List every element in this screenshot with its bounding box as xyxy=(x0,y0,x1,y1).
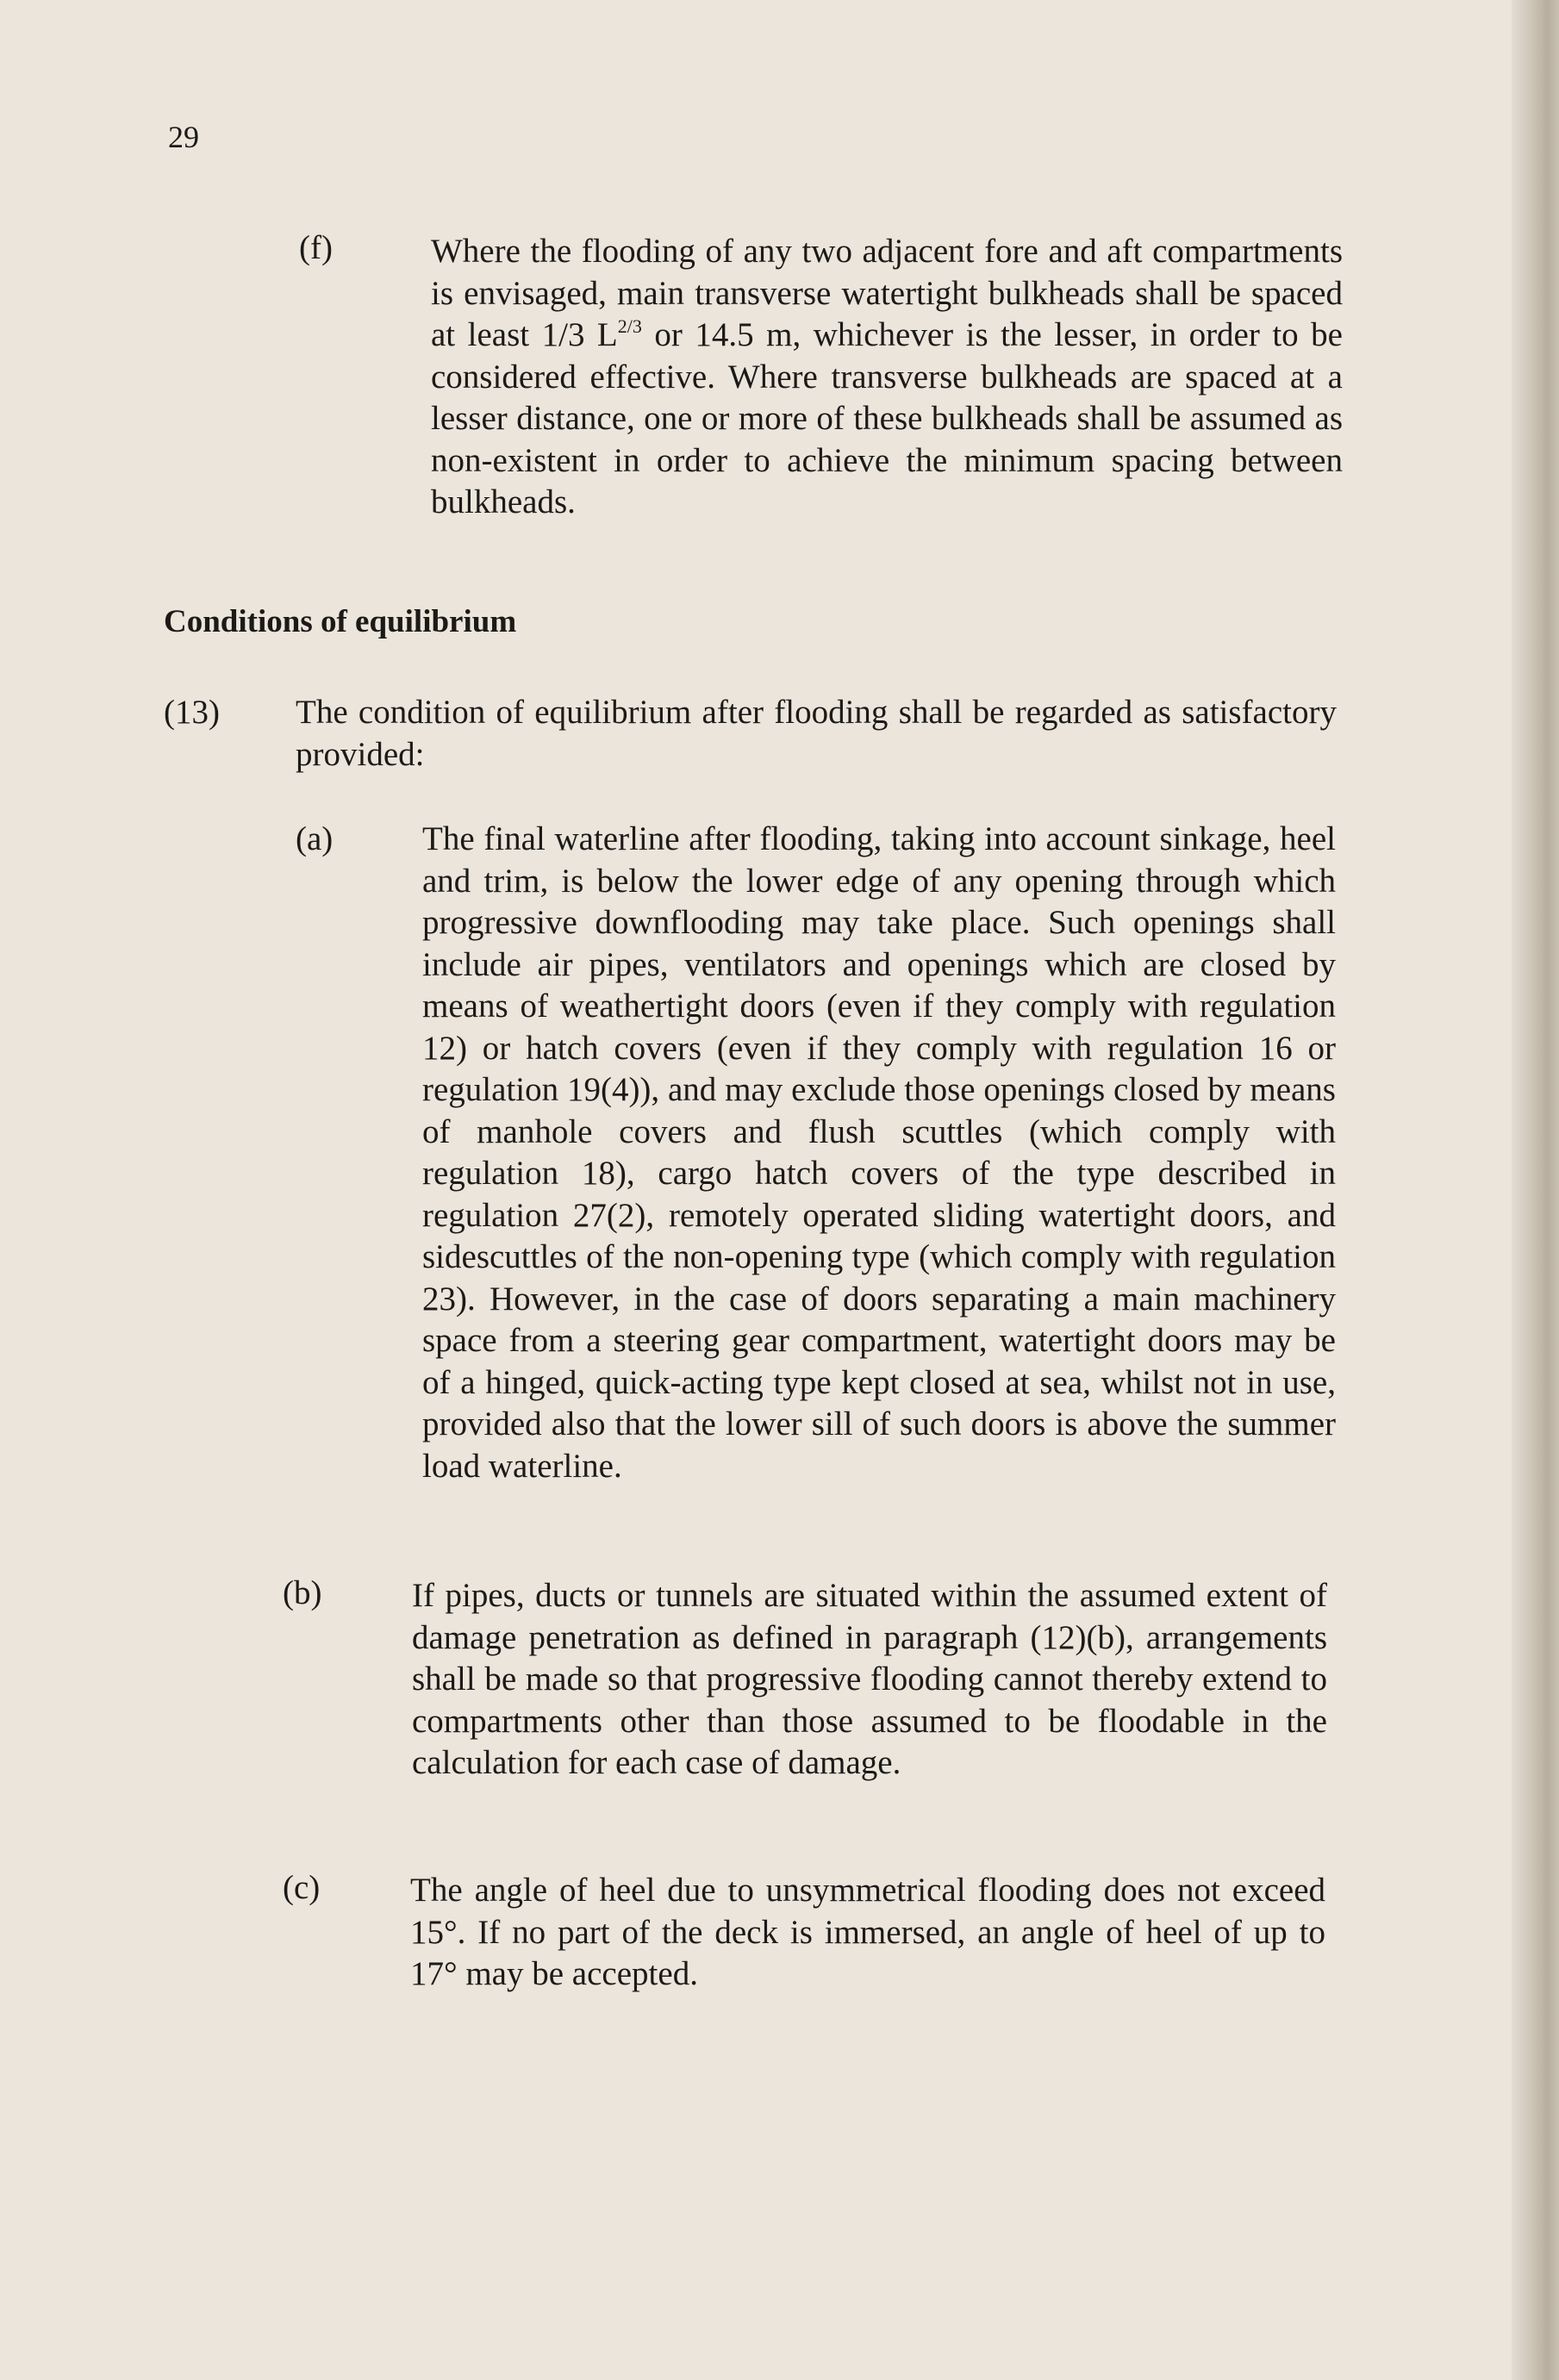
item-b-label: (b) xyxy=(283,1574,322,1611)
clause-f-exponent: 2/3 xyxy=(617,315,642,337)
page-number: 29 xyxy=(168,120,199,154)
clause-f-label: (f) xyxy=(299,229,333,266)
section-heading: Conditions of equilibrium xyxy=(164,604,517,639)
page-binding-edge xyxy=(1512,0,1559,2380)
clause-f-text xyxy=(431,231,1343,524)
clause-f-text-end: or 14.5 m, whichever is the lesser, in order to be considered effective. Where transverse bulkheads are spaced at a lesser distance, one or more of these bulkheads shall be assumed as non-existent in order to achieve the minimum spacing between bulkheads. xyxy=(431,316,1343,520)
item-a-label: (a) xyxy=(296,820,334,857)
regulation-13-label: (13) xyxy=(164,694,220,731)
item-b-text: If pipes, ducts or tunnels are situated within the assumed extent of damage penetration as defined in paragraph (12)(b), arrangements shall be made so that progressive flooding cannot thereby extend to compartments other than those assumed to be floodable in the calculation for each case of damage. xyxy=(412,1577,1327,1781)
item-c-label: (c) xyxy=(283,1869,321,1906)
item-c-text: The angle of heel due to unsymmetrical flooding does not exceed 15°. If no part of the deck is immersed, an angle of heel of up to 17° may be accepted. xyxy=(410,1872,1325,1992)
clause-f-text-start: Where the flooding of any two adjacent fore and aft compartments is envisaged, main transverse watertight bulkheads shall be spaced at least 1/3 L xyxy=(431,233,1343,353)
regulation-13-text: The condition of equilibrium after flooding shall be regarded as satisfactory provided: xyxy=(296,694,1337,773)
item-a-text: The final waterline after flooding, taking into account sinkage, heel and trim, is below the lower edge of any opening through which progressive downflooding may take place. Such openings shall include air pipes, ventilators and openings which are closed by means of weathertight doors (even if they comply with regulation 12) or hatch covers (even if they comply with regulation 16 or regulation 19(4)), and may exclude those openings closed by means of manhole covers and flush scuttles (which comply with regulation 18), cargo hatch covers of the type described in regulation 27(2), remotely operated sliding watertight doors, and sidescuttles of the non-opening type (which comply with regulation 23). However, in the case of doors separating a main machinery space from a steering gear compartment, watertight doors may be of a hinged, quick-acting type kept closed at sea, whilst not in use, provided also that the lower sill of such doors is above the summer load waterline. xyxy=(422,820,1336,1485)
